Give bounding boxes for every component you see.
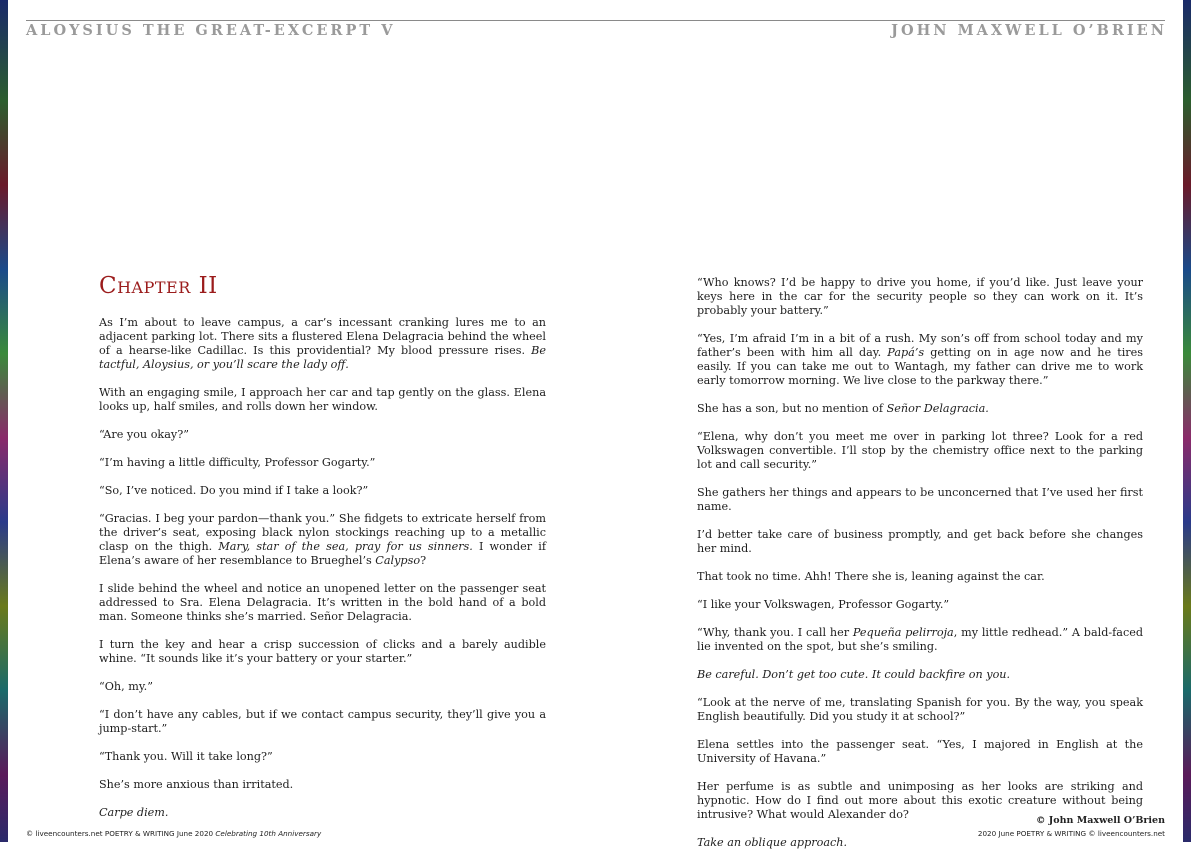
right-text-column	[697, 276, 1143, 850]
paragraph	[697, 402, 1143, 416]
paragraph	[99, 750, 546, 764]
paragraph	[697, 276, 1143, 318]
italic-text: Take an oblique approach.	[697, 836, 848, 849]
paragraph	[697, 430, 1143, 472]
paragraph	[697, 528, 1143, 556]
italic-text: Be careful. Don’t get too cute. It could backfire on you.	[697, 668, 1011, 681]
paragraph	[99, 386, 546, 414]
text-run: As I’m about to leave campus, a car’s incessant cranking lures me to an adjacent parking lot. There sits a flustered Elena Delagracia behind the wheel of a hearse-like Cadillac. Is this providential? My blood pressure rises.	[99, 316, 546, 357]
italic-text: Mary, star of the sea, pray for us sinners.	[218, 540, 473, 553]
text-run: , my little redhead.” A bald-faced lie invented on the spot, but she’s smiling.	[697, 626, 1144, 653]
text-run: “Yes, I’m afraid I’m in a bit of a rush. My son’s off from school today and my father’s been with him all day.	[697, 332, 1143, 359]
text-run: She’s more anxious than irritated.	[99, 778, 294, 791]
text-run: “I don’t have any cables, but if we contact campus security, they’ll give you a jump-start.”	[99, 708, 546, 735]
paragraph	[697, 486, 1143, 514]
footer-right: 2020 June POETRY & WRITING © liveencounters.net	[977, 829, 1165, 838]
paragraph	[99, 484, 546, 498]
italic-text: Be tactful, Aloysius, or you’ll scare the lady off.	[99, 344, 546, 371]
text-run: getting on in age now and he tires easily. If you can take me out to Wantagh, my father can drive me to work early tomorrow morning. We live close to the parkway there.”	[697, 346, 1143, 387]
text-run: Her perfume is as subtle and unimposing as her looks are striking and hypnotic. How do I find out more about this exotic creature without being intrusive? What would Alexander do?	[697, 780, 1143, 821]
text-run: I wonder if Elena’s aware of her resemblance to Brueghel’s	[99, 540, 546, 567]
italic-text: Señor Delagracia.	[886, 402, 989, 415]
text-run: I turn the key and hear a crisp succession of clicks and a barely audible whine. “It sounds like it’s your battery or your starter.”	[99, 638, 546, 665]
right-decorative-edge	[1183, 0, 1191, 842]
text-run: With an engaging smile, I approach her car and tap gently on the glass. Elena looks up, half smiles, and rolls down her window.	[99, 386, 546, 413]
paragraph	[697, 332, 1143, 388]
text-run: “Oh, my.”	[99, 680, 153, 693]
paragraph	[697, 570, 1143, 584]
footer-copyright: © John Maxwell O’Brien	[1035, 815, 1165, 826]
text-run: That took no time. Ahh! There she is, leaning against the car.	[697, 570, 1045, 583]
chapter-title: Chapter II	[99, 273, 218, 299]
paragraph	[99, 428, 546, 442]
paragraph	[697, 696, 1143, 724]
running-header-author: JOHN MAXWELL O’BRIEN	[891, 22, 1167, 39]
text-run: “Who knows? I’d be happy to drive you home, if you’d like. Just leave your keys here in the car for the security people so they can work on it. It’s probably your battery.”	[697, 276, 1143, 317]
paragraph	[697, 626, 1143, 654]
footer-left-text: © liveencounters.net POETRY & WRITING June 2020	[26, 829, 216, 838]
paragraph	[99, 680, 546, 694]
text-run: I’d better take care of business promptly, and get back before she changes her mind.	[697, 528, 1143, 555]
paragraph	[99, 806, 546, 820]
text-run: “Why, thank you. I call her	[697, 626, 853, 639]
text-run: ?	[420, 554, 427, 567]
italic-text: Pequeña pelirroja	[852, 626, 954, 639]
paragraph	[99, 638, 546, 666]
paragraph	[697, 836, 1143, 850]
text-run: “I like your Volkswagen, Professor Gogarty.”	[697, 598, 950, 611]
footer-left-anniversary: Celebrating 10th Anniversary	[215, 829, 322, 838]
italic-text: Carpe diem.	[99, 806, 169, 819]
paragraph	[697, 598, 1143, 612]
text-run: She gathers her things and appears to be unconcerned that I’ve used her first name.	[697, 486, 1143, 513]
footer-left	[26, 829, 321, 838]
text-run: “Are you okay?”	[99, 428, 189, 441]
paragraph	[99, 316, 546, 372]
text-run: I slide behind the wheel and notice an unopened letter on the passenger seat addressed to Sra. Elena Delagracia. It’s written in the bold hand of a bold man. Someone thinks she’s married. Señor Delagracia.	[99, 582, 546, 623]
text-run: “Elena, why don’t you meet me over in parking lot three? Look for a red Volkswagen convertible. I’ll stop by the chemistry office next to the parking lot and call security.”	[697, 430, 1143, 471]
header-rule	[26, 20, 1165, 21]
left-text-column	[99, 316, 546, 820]
italic-text: Calypso	[375, 554, 421, 567]
text-run: “I’m having a little difficulty, Professor Gogarty.”	[99, 456, 376, 469]
paragraph	[99, 456, 546, 470]
text-run: She has a son, but no mention of	[697, 402, 887, 415]
italic-text: Papá’s	[887, 346, 925, 359]
running-header-title: ALOYSIUS THE GREAT-EXCERPT V	[26, 22, 396, 39]
text-run: “So, I’ve noticed. Do you mind if I take a look?”	[99, 484, 369, 497]
paragraph	[99, 708, 546, 736]
left-decorative-edge	[0, 0, 8, 842]
text-run: “Gracias. I beg your pardon—thank you.” She fidgets to extricate herself from the driver’s seat, exposing black nylon stockings reaching up to a metallic clasp on the thigh.	[99, 512, 546, 553]
text-run: Elena settles into the passenger seat. “Yes, I majored in English at the University of Havana.”	[697, 738, 1143, 765]
text-run: “Thank you. Will it take long?”	[99, 750, 273, 763]
text-run: “Look at the nerve of me, translating Spanish for you. By the way, you speak English beautifully. Did you study it at school?”	[697, 696, 1143, 723]
paragraph	[697, 668, 1143, 682]
paragraph	[697, 738, 1143, 766]
paragraph	[99, 778, 546, 792]
paragraph	[99, 582, 546, 624]
paragraph	[99, 512, 546, 568]
